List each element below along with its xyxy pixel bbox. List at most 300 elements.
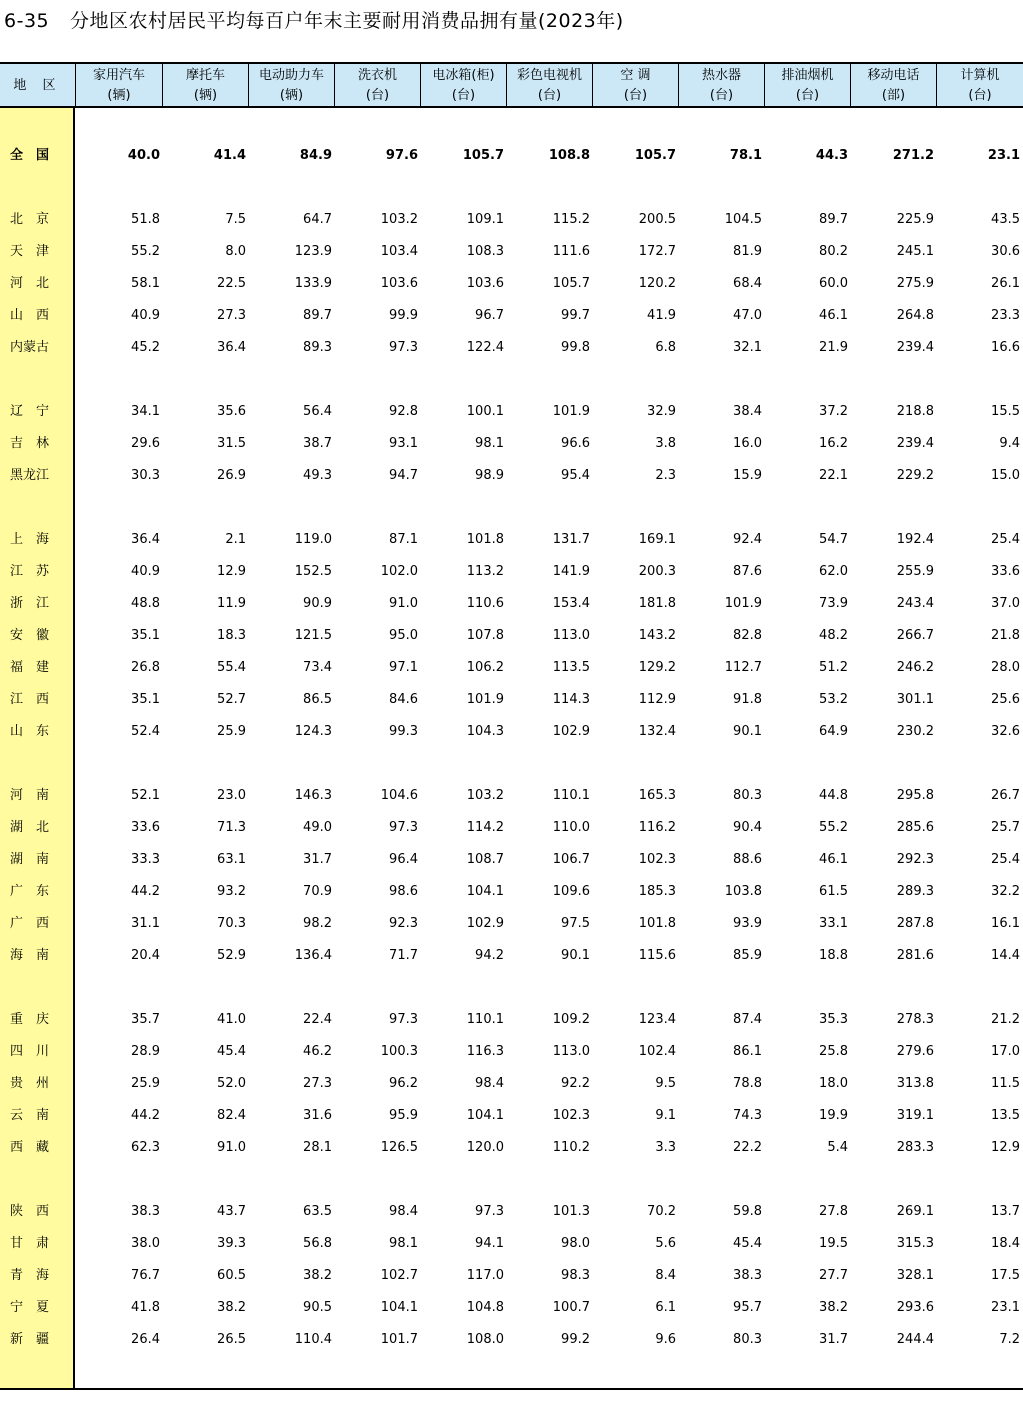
table-cell: 35.6 xyxy=(217,404,246,419)
table-title xyxy=(4,6,624,33)
table-cell: 8.0 xyxy=(225,244,246,259)
table-cell: 141.9 xyxy=(552,564,590,579)
table-cell: 31.6 xyxy=(303,1108,332,1123)
table-cell: 28.0 xyxy=(991,660,1020,675)
table-row xyxy=(0,1196,1023,1228)
table-cell: 101.8 xyxy=(466,532,504,547)
table-cell: 93.9 xyxy=(733,916,762,931)
table-cell: 38.2 xyxy=(303,1268,332,1283)
table-row xyxy=(0,1068,1023,1100)
table-cell: 84.6 xyxy=(389,692,418,707)
table-cell: 119.0 xyxy=(294,532,332,547)
table-cell: 73.4 xyxy=(303,660,332,675)
table-cell: 313.8 xyxy=(896,1076,934,1091)
table-cell: 95.0 xyxy=(389,628,418,643)
table-cell: 28.9 xyxy=(131,1044,160,1059)
table-cell: 61.5 xyxy=(819,884,848,899)
table-cell: 133.9 xyxy=(294,276,332,291)
table-cell: 101.7 xyxy=(380,1332,418,1347)
region-name: 黑龙江 xyxy=(10,468,50,483)
table-cell: 40.9 xyxy=(131,564,160,579)
table-cell: 27.3 xyxy=(217,308,246,323)
region-name: 福 建 xyxy=(10,660,50,675)
table-cell: 27.8 xyxy=(819,1204,848,1219)
table-cell: 123.4 xyxy=(638,1012,676,1027)
table-cell: 105.7 xyxy=(634,148,676,163)
table-cell: 49.0 xyxy=(303,820,332,835)
table-cell: 3.3 xyxy=(655,1140,676,1155)
table-cell: 28.1 xyxy=(303,1140,332,1155)
header-col-ac: 空 调 (台) xyxy=(592,64,678,108)
table-cell: 44.2 xyxy=(131,1108,160,1123)
table-cell: 94.1 xyxy=(475,1236,504,1251)
table-cell: 17.5 xyxy=(991,1268,1020,1283)
table-cell: 283.3 xyxy=(896,1140,934,1155)
table-cell: 22.4 xyxy=(303,1012,332,1027)
table-cell: 295.8 xyxy=(896,788,934,803)
table-cell: 110.4 xyxy=(294,1332,332,1347)
region-name: 浙 江 xyxy=(10,596,50,611)
table-cell: 3.8 xyxy=(655,436,676,451)
table-row xyxy=(0,1292,1023,1324)
data-table xyxy=(0,62,1023,1388)
table-cell: 36.4 xyxy=(217,340,246,355)
header-col-motorcycle: 摩托车 (辆) xyxy=(162,64,248,108)
table-cell: 9.1 xyxy=(655,1108,676,1123)
table-cell: 289.3 xyxy=(896,884,934,899)
table-cell: 25.4 xyxy=(991,532,1020,547)
table-cell: 107.8 xyxy=(466,628,504,643)
table-cell: 243.4 xyxy=(896,596,934,611)
table-cell: 92.2 xyxy=(561,1076,590,1091)
table-cell: 87.1 xyxy=(389,532,418,547)
table-bottom-rule xyxy=(0,1388,1023,1390)
table-cell: 92.3 xyxy=(389,916,418,931)
table-cell: 51.8 xyxy=(131,212,160,227)
table-cell: 100.3 xyxy=(380,1044,418,1059)
table-cell: 97.6 xyxy=(385,148,418,163)
table-cell: 239.4 xyxy=(896,340,934,355)
table-cell: 70.9 xyxy=(303,884,332,899)
table-cell: 106.7 xyxy=(552,852,590,867)
table-cell: 22.2 xyxy=(733,1140,762,1155)
table-cell: 45.4 xyxy=(217,1044,246,1059)
table-cell: 98.6 xyxy=(389,884,418,899)
table-cell: 9.5 xyxy=(655,1076,676,1091)
region-name: 山 东 xyxy=(10,724,50,739)
table-cell: 13.7 xyxy=(991,1204,1020,1219)
table-cell: 90.9 xyxy=(303,596,332,611)
table-cell: 49.3 xyxy=(303,468,332,483)
table-cell: 31.7 xyxy=(819,1332,848,1347)
table-row xyxy=(0,652,1023,684)
table-cell: 16.0 xyxy=(733,436,762,451)
table-row xyxy=(0,620,1023,652)
table-cell: 89.7 xyxy=(819,212,848,227)
table-row xyxy=(0,1260,1023,1292)
table-cell: 78.8 xyxy=(733,1076,762,1091)
region-name: 河 北 xyxy=(10,276,50,291)
region-name: 内蒙古 xyxy=(10,340,50,355)
table-cell: 76.7 xyxy=(131,1268,160,1283)
table-cell: 239.4 xyxy=(896,436,934,451)
table-cell: 269.1 xyxy=(896,1204,934,1219)
table-cell: 113.5 xyxy=(552,660,590,675)
table-cell: 31.7 xyxy=(303,852,332,867)
table-cell: 109.2 xyxy=(552,1012,590,1027)
table-row xyxy=(0,844,1023,876)
table-cell: 15.5 xyxy=(991,404,1020,419)
region-name: 贵 州 xyxy=(10,1076,50,1091)
table-cell: 35.1 xyxy=(131,628,160,643)
table-cell: 266.7 xyxy=(896,628,934,643)
table-cell: 91.0 xyxy=(217,1140,246,1155)
table-cell: 26.8 xyxy=(131,660,160,675)
table-cell: 328.1 xyxy=(896,1268,934,1283)
region-name: 青 海 xyxy=(10,1268,50,1283)
table-cell: 85.9 xyxy=(733,948,762,963)
table-cell: 64.9 xyxy=(819,724,848,739)
table-cell: 120.2 xyxy=(638,276,676,291)
table-row xyxy=(0,396,1023,428)
table-cell: 124.3 xyxy=(294,724,332,739)
table-cell: 41.4 xyxy=(213,148,246,163)
table-cell: 99.2 xyxy=(561,1332,590,1347)
table-cell: 25.4 xyxy=(991,852,1020,867)
table-cell: 99.8 xyxy=(561,340,590,355)
table-cell: 104.1 xyxy=(380,1300,418,1315)
table-cell: 18.3 xyxy=(217,628,246,643)
table-cell: 18.8 xyxy=(819,948,848,963)
table-cell: 109.6 xyxy=(552,884,590,899)
table-cell: 52.4 xyxy=(131,724,160,739)
table-cell: 95.9 xyxy=(389,1108,418,1123)
table-cell: 292.3 xyxy=(896,852,934,867)
table-cell: 20.4 xyxy=(131,948,160,963)
table-cell: 102.3 xyxy=(638,852,676,867)
table-cell: 90.5 xyxy=(303,1300,332,1315)
table-cell: 281.6 xyxy=(896,948,934,963)
table-cell: 38.3 xyxy=(131,1204,160,1219)
table-cell: 121.5 xyxy=(294,628,332,643)
header-col-range-hood: 排油烟机 (台) xyxy=(764,64,850,108)
table-cell: 96.7 xyxy=(475,308,504,323)
table-cell: 45.2 xyxy=(131,340,160,355)
table-cell: 36.4 xyxy=(131,532,160,547)
table-row xyxy=(0,716,1023,748)
table-cell: 123.9 xyxy=(294,244,332,259)
table-cell: 25.7 xyxy=(991,820,1020,835)
table-cell: 97.1 xyxy=(389,660,418,675)
table-cell: 38.7 xyxy=(303,436,332,451)
table-cell: 169.1 xyxy=(638,532,676,547)
table-cell: 293.6 xyxy=(896,1300,934,1315)
region-name: 重 庆 xyxy=(10,1012,50,1027)
table-cell: 98.1 xyxy=(475,436,504,451)
table-cell: 244.4 xyxy=(896,1332,934,1347)
table-cell: 98.4 xyxy=(475,1076,504,1091)
table-cell: 35.1 xyxy=(131,692,160,707)
table-cell: 91.0 xyxy=(389,596,418,611)
table-cell: 16.6 xyxy=(991,340,1020,355)
table-cell: 98.2 xyxy=(303,916,332,931)
table-cell: 15.9 xyxy=(733,468,762,483)
table-cell: 97.3 xyxy=(389,820,418,835)
table-cell: 7.5 xyxy=(225,212,246,227)
region-name: 广 西 xyxy=(10,916,50,931)
table-cell: 33.6 xyxy=(991,564,1020,579)
table-header xyxy=(0,62,1023,108)
table-cell: 108.8 xyxy=(548,148,590,163)
table-row xyxy=(0,524,1023,556)
table-cell: 218.8 xyxy=(896,404,934,419)
table-cell: 70.2 xyxy=(647,1204,676,1219)
table-cell: 16.1 xyxy=(991,916,1020,931)
table-cell: 192.4 xyxy=(896,532,934,547)
table-cell: 8.4 xyxy=(655,1268,676,1283)
table-cell: 55.4 xyxy=(217,660,246,675)
table-cell: 2.1 xyxy=(225,532,246,547)
table-cell: 225.9 xyxy=(896,212,934,227)
table-cell: 33.6 xyxy=(131,820,160,835)
table-cell: 9.4 xyxy=(999,436,1020,451)
table-cell: 255.9 xyxy=(896,564,934,579)
table-cell: 93.2 xyxy=(217,884,246,899)
table-cell: 101.3 xyxy=(552,1204,590,1219)
table-cell: 92.8 xyxy=(389,404,418,419)
table-cell: 94.7 xyxy=(389,468,418,483)
table-cell: 26.7 xyxy=(991,788,1020,803)
region-name: 广 东 xyxy=(10,884,50,899)
table-cell: 101.9 xyxy=(552,404,590,419)
table-cell: 68.4 xyxy=(733,276,762,291)
table-cell: 43.7 xyxy=(217,1204,246,1219)
region-name: 云 南 xyxy=(10,1108,50,1123)
table-cell: 89.3 xyxy=(303,340,332,355)
table-cell: 5.6 xyxy=(655,1236,676,1251)
table-cell: 44.3 xyxy=(815,148,848,163)
header-col-mobile: 移动电话 (部) xyxy=(850,64,936,108)
table-cell: 116.3 xyxy=(466,1044,504,1059)
table-cell: 22.5 xyxy=(217,276,246,291)
table-cell: 35.7 xyxy=(131,1012,160,1027)
table-row xyxy=(0,300,1023,332)
table-row xyxy=(0,556,1023,588)
table-cell: 30.3 xyxy=(131,468,160,483)
table-cell: 99.3 xyxy=(389,724,418,739)
table-cell: 181.8 xyxy=(638,596,676,611)
table-cell: 105.7 xyxy=(462,148,504,163)
table-cell: 200.3 xyxy=(638,564,676,579)
table-cell: 16.2 xyxy=(819,436,848,451)
table-cell: 102.3 xyxy=(552,1108,590,1123)
table-row xyxy=(0,812,1023,844)
table-cell: 105.7 xyxy=(552,276,590,291)
table-cell: 86.5 xyxy=(303,692,332,707)
table-cell: 54.7 xyxy=(819,532,848,547)
region-name: 吉 林 xyxy=(10,436,50,451)
table-cell: 32.1 xyxy=(733,340,762,355)
table-cell: 32.6 xyxy=(991,724,1020,739)
table-cell: 101.8 xyxy=(638,916,676,931)
table-cell: 285.6 xyxy=(896,820,934,835)
table-cell: 230.2 xyxy=(896,724,934,739)
table-cell: 18.4 xyxy=(991,1236,1020,1251)
table-cell: 51.2 xyxy=(819,660,848,675)
table-cell: 46.2 xyxy=(303,1044,332,1059)
table-cell: 56.4 xyxy=(303,404,332,419)
table-cell: 38.0 xyxy=(131,1236,160,1251)
table-cell: 97.3 xyxy=(389,1012,418,1027)
table-title-text: 分地区农村居民平均每百户年末主要耐用消费品拥有量(2023年) xyxy=(70,10,624,32)
table-cell: 84.9 xyxy=(299,148,332,163)
table-cell: 33.1 xyxy=(819,916,848,931)
table-cell: 229.2 xyxy=(896,468,934,483)
table-cell: 126.5 xyxy=(380,1140,418,1155)
region-name: 河 南 xyxy=(10,788,50,803)
table-cell: 38.3 xyxy=(733,1268,762,1283)
table-cell: 31.1 xyxy=(131,916,160,931)
table-cell: 146.3 xyxy=(294,788,332,803)
table-cell: 108.3 xyxy=(466,244,504,259)
table-cell: 99.7 xyxy=(561,308,590,323)
table-cell: 103.4 xyxy=(380,244,418,259)
region-name: 上 海 xyxy=(10,532,50,547)
table-cell: 100.7 xyxy=(552,1300,590,1315)
table-cell: 109.1 xyxy=(466,212,504,227)
table-cell: 26.4 xyxy=(131,1332,160,1347)
table-cell: 115.6 xyxy=(638,948,676,963)
table-cell: 97.3 xyxy=(389,340,418,355)
table-cell: 87.6 xyxy=(733,564,762,579)
table-cell: 11.5 xyxy=(991,1076,1020,1091)
table-cell: 38.2 xyxy=(217,1300,246,1315)
table-cell: 82.8 xyxy=(733,628,762,643)
table-cell: 25.6 xyxy=(991,692,1020,707)
table-cell: 102.7 xyxy=(380,1268,418,1283)
table-cell: 60.5 xyxy=(217,1268,246,1283)
table-cell: 114.3 xyxy=(552,692,590,707)
region-name: 湖 南 xyxy=(10,852,50,867)
table-cell: 319.1 xyxy=(896,1108,934,1123)
table-cell: 110.2 xyxy=(552,1140,590,1155)
table-cell: 21.2 xyxy=(991,1012,1020,1027)
table-cell: 112.9 xyxy=(638,692,676,707)
table-cell: 271.2 xyxy=(892,148,934,163)
table-cell: 17.0 xyxy=(991,1044,1020,1059)
table-cell: 26.1 xyxy=(991,276,1020,291)
table-row xyxy=(0,1004,1023,1036)
table-cell: 63.1 xyxy=(217,852,246,867)
table-cell: 95.4 xyxy=(561,468,590,483)
table-cell: 19.5 xyxy=(819,1236,848,1251)
table-cell: 95.7 xyxy=(733,1300,762,1315)
table-cell: 153.4 xyxy=(552,596,590,611)
table-cell: 122.4 xyxy=(466,340,504,355)
table-cell: 114.2 xyxy=(466,820,504,835)
table-cell: 92.4 xyxy=(733,532,762,547)
region-name: 江 苏 xyxy=(10,564,50,579)
table-cell: 86.1 xyxy=(733,1044,762,1059)
table-cell: 6.8 xyxy=(655,340,676,355)
table-cell: 78.1 xyxy=(729,148,762,163)
table-cell: 34.1 xyxy=(131,404,160,419)
table-cell: 102.4 xyxy=(638,1044,676,1059)
table-row xyxy=(0,684,1023,716)
region-name: 四 川 xyxy=(10,1044,50,1059)
table-cell: 52.9 xyxy=(217,948,246,963)
table-cell: 112.7 xyxy=(724,660,762,675)
table-cell: 129.2 xyxy=(638,660,676,675)
table-cell: 60.0 xyxy=(819,276,848,291)
table-cell: 108.7 xyxy=(466,852,504,867)
table-cell: 25.8 xyxy=(819,1044,848,1059)
table-cell: 12.9 xyxy=(217,564,246,579)
table-cell: 136.4 xyxy=(294,948,332,963)
table-cell: 48.8 xyxy=(131,596,160,611)
table-cell: 26.5 xyxy=(217,1332,246,1347)
table-cell: 278.3 xyxy=(896,1012,934,1027)
region-name: 宁 夏 xyxy=(10,1300,50,1315)
region-name: 新 疆 xyxy=(10,1332,50,1347)
table-cell: 143.2 xyxy=(638,628,676,643)
table-cell: 110.0 xyxy=(552,820,590,835)
table-cell: 13.5 xyxy=(991,1108,1020,1123)
table-cell: 90.4 xyxy=(733,820,762,835)
table-cell: 21.9 xyxy=(819,340,848,355)
table-cell: 52.1 xyxy=(131,788,160,803)
table-cell: 104.3 xyxy=(466,724,504,739)
table-cell: 94.2 xyxy=(475,948,504,963)
table-cell: 80.3 xyxy=(733,788,762,803)
table-cell: 41.0 xyxy=(217,1012,246,1027)
table-cell: 46.1 xyxy=(819,852,848,867)
table-cell: 100.1 xyxy=(466,404,504,419)
table-cell: 27.3 xyxy=(303,1076,332,1091)
table-row xyxy=(0,332,1023,364)
table-cell: 97.5 xyxy=(561,916,590,931)
region-name: 山 西 xyxy=(10,308,50,323)
table-cell: 29.6 xyxy=(131,436,160,451)
table-row xyxy=(0,1100,1023,1132)
table-cell: 104.6 xyxy=(380,788,418,803)
table-cell: 44.2 xyxy=(131,884,160,899)
table-cell: 110.6 xyxy=(466,596,504,611)
table-cell: 102.9 xyxy=(466,916,504,931)
table-cell: 27.7 xyxy=(819,1268,848,1283)
table-cell: 19.9 xyxy=(819,1108,848,1123)
table-cell: 113.2 xyxy=(466,564,504,579)
table-cell: 5.4 xyxy=(827,1140,848,1155)
table-cell: 185.3 xyxy=(638,884,676,899)
table-cell: 103.6 xyxy=(380,276,418,291)
table-cell: 104.1 xyxy=(466,1108,504,1123)
table-cell: 113.0 xyxy=(552,1044,590,1059)
table-cell: 88.6 xyxy=(733,852,762,867)
table-cell: 98.9 xyxy=(475,468,504,483)
table-cell: 99.9 xyxy=(389,308,418,323)
table-row xyxy=(0,1228,1023,1260)
table-cell: 59.8 xyxy=(733,1204,762,1219)
table-cell: 93.1 xyxy=(389,436,418,451)
table-cell: 82.4 xyxy=(217,1108,246,1123)
table-cell: 120.0 xyxy=(466,1140,504,1155)
header-col-tv: 彩色电视机 (台) xyxy=(506,64,592,108)
table-cell: 41.8 xyxy=(131,1300,160,1315)
table-cell: 96.4 xyxy=(389,852,418,867)
table-cell: 22.1 xyxy=(819,468,848,483)
table-cell: 301.1 xyxy=(896,692,934,707)
